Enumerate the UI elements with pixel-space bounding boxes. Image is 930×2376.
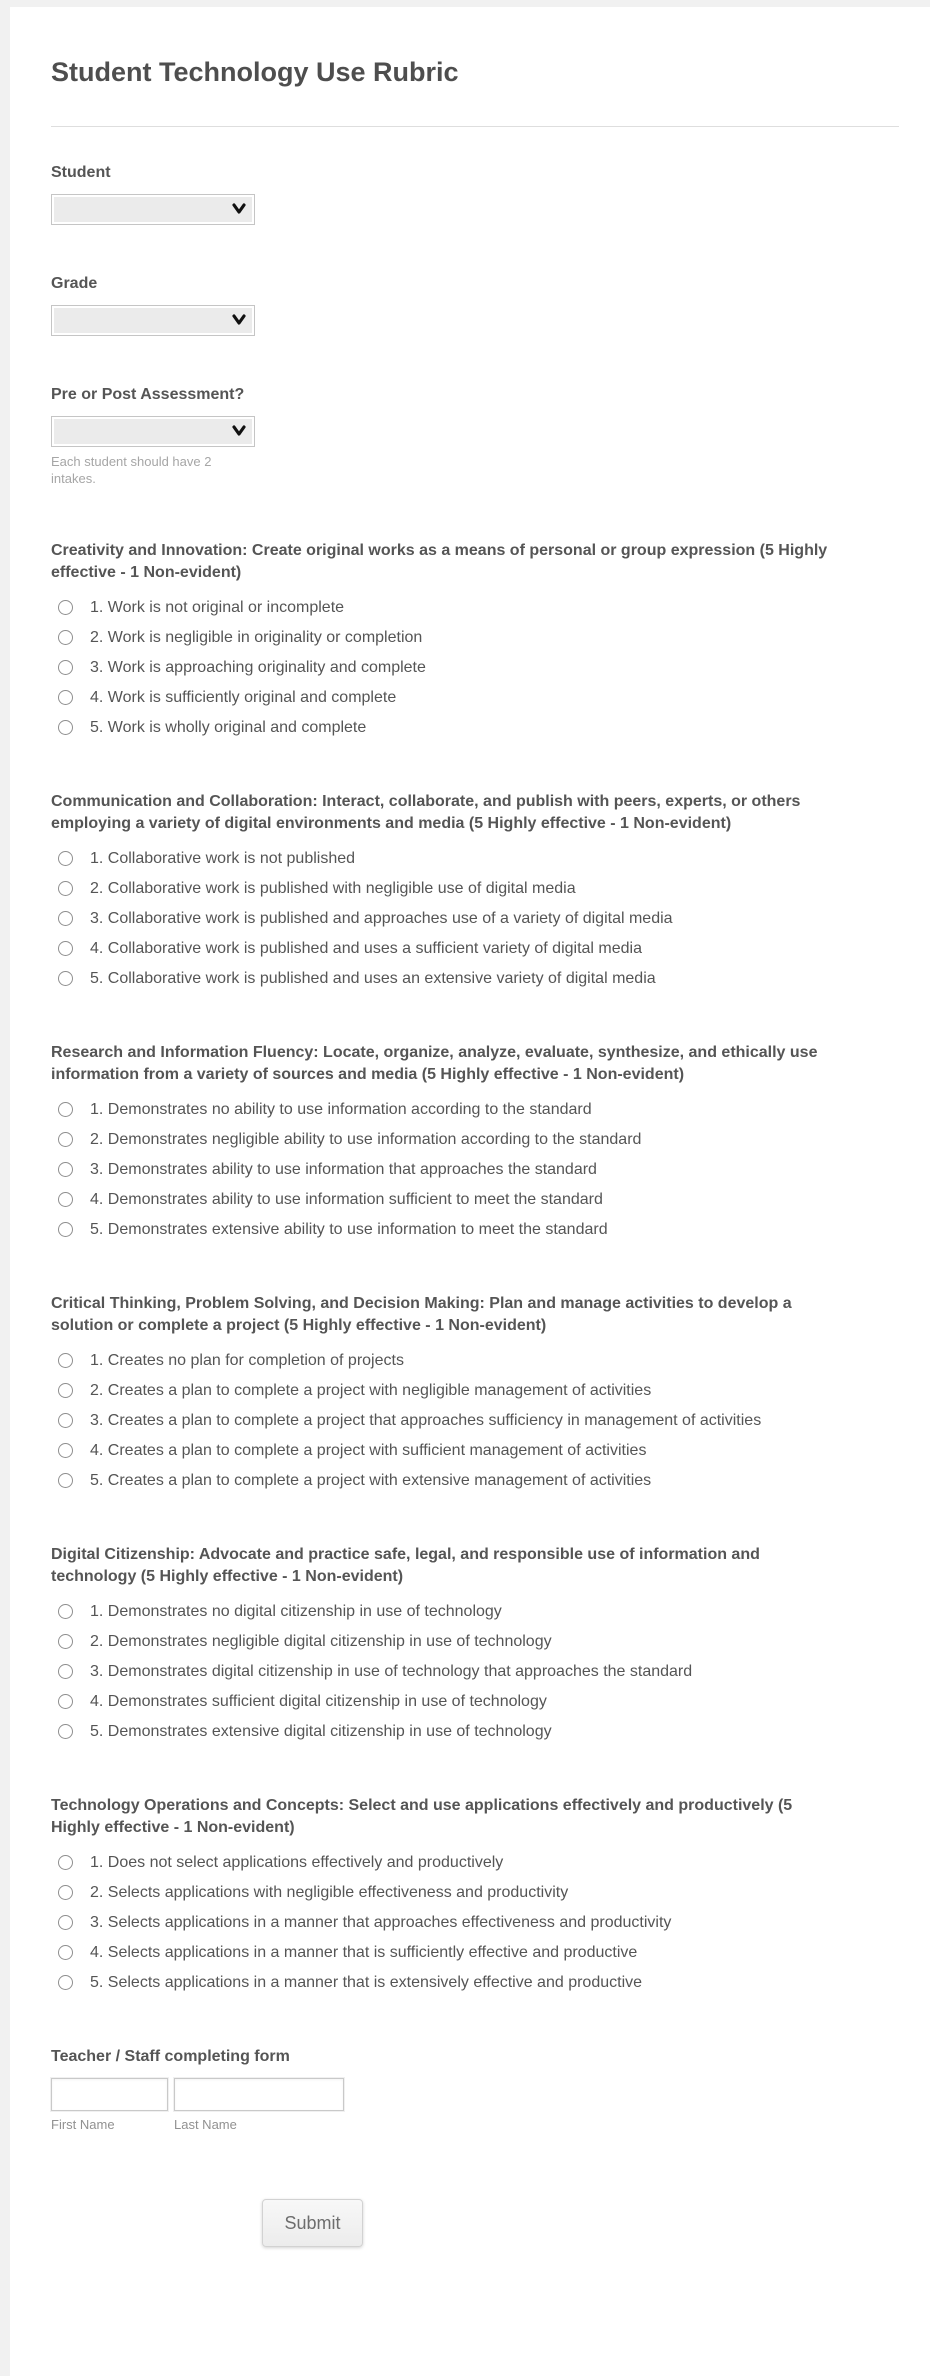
option-label[interactable]: 2. Collaborative work is published with negligible use of digital media: [90, 880, 576, 897]
form-panel: [10, 7, 930, 2376]
section-heading: Technology Operations and Concepts: Select and use applications effectively and productively (5 Highly effective - 1 Non-evident): [51, 1797, 793, 1836]
section-heading: Critical Thinking, Problem Solving, and Decision Making: Plan and manage activities to develop a solution or complete a project (5 Highly effective - 1 Non-evident): [51, 1295, 792, 1334]
rubric-section: [51, 1042, 900, 1240]
radio-button[interactable]: [58, 1353, 73, 1368]
option-label[interactable]: 1. Creates no plan for completion of projects: [90, 1352, 404, 1369]
radio-button[interactable]: [58, 1724, 73, 1739]
radio-button[interactable]: [58, 1162, 73, 1177]
field-assessment: [51, 385, 900, 487]
submit-row: [51, 2199, 900, 2247]
radio-option[interactable]: [51, 1692, 900, 1712]
options-group: [51, 1100, 900, 1240]
radio-option[interactable]: [51, 628, 900, 648]
radio-option[interactable]: [51, 1943, 900, 1963]
radio-option[interactable]: [51, 1662, 900, 1682]
section-heading: Digital Citizenship: Advocate and practice safe, legal, and responsible use of information and technology (5 Highly effective - 1 Non-evident): [51, 1546, 760, 1585]
radio-button[interactable]: [58, 720, 73, 735]
option-label[interactable]: 4. Work is sufficiently original and complete: [90, 689, 397, 706]
last-name-input[interactable]: [174, 2078, 344, 2111]
field-grade: [51, 274, 900, 336]
grade-label: Grade: [51, 275, 98, 292]
radio-option[interactable]: [51, 718, 900, 738]
option-label[interactable]: 2. Demonstrates negligible ability to use information according to the standard: [90, 1131, 642, 1148]
rubric-section: [51, 540, 900, 738]
rubric-section: [51, 791, 900, 989]
radio-option[interactable]: [51, 849, 900, 869]
divider: [51, 126, 899, 127]
option-label[interactable]: 2. Demonstrates negligible digital citizenship in use of technology: [90, 1633, 552, 1650]
radio-option[interactable]: [51, 909, 900, 929]
radio-button[interactable]: [58, 1222, 73, 1237]
radio-button[interactable]: [58, 660, 73, 675]
radio-option[interactable]: [51, 1381, 900, 1401]
section-heading: Research and Information Fluency: Locate, organize, analyze, evaluate, synthesize, and ethically use information from a variety of sources and media (5 Highly effective - 1 Non-evident): [51, 1044, 818, 1083]
option-label[interactable]: 4. Demonstrates ability to use information sufficient to meet the standard: [90, 1191, 603, 1208]
option-label[interactable]: 5. Demonstrates extensive ability to use information to meet the standard: [90, 1221, 608, 1238]
option-label[interactable]: 5. Demonstrates extensive digital citizenship in use of technology: [90, 1723, 552, 1740]
radio-option[interactable]: [51, 658, 900, 678]
option-label[interactable]: 4. Creates a plan to complete a project with sufficient management of activities: [90, 1442, 647, 1459]
radio-option[interactable]: [51, 598, 900, 618]
section-heading: Creativity and Innovation: Create original works as a means of personal or group expression (5 Highly effective - 1 Non-evident): [51, 542, 828, 581]
radio-option[interactable]: [51, 1411, 900, 1431]
option-label[interactable]: 5. Collaborative work is published and uses an extensive variety of digital media: [90, 970, 656, 987]
radio-button[interactable]: [58, 630, 73, 645]
radio-option[interactable]: [51, 1853, 900, 1873]
radio-button[interactable]: [58, 971, 73, 986]
radio-option[interactable]: [51, 1883, 900, 1903]
radio-option[interactable]: [51, 1973, 900, 1993]
option-label[interactable]: 2. Creates a plan to complete a project with negligible management of activities: [90, 1382, 652, 1399]
radio-option[interactable]: [51, 1351, 900, 1371]
radio-button[interactable]: [58, 1383, 73, 1398]
radio-button[interactable]: [58, 1604, 73, 1619]
radio-option[interactable]: [51, 1471, 900, 1491]
radio-option[interactable]: [51, 1190, 900, 1210]
radio-button[interactable]: [58, 1694, 73, 1709]
radio-button[interactable]: [58, 1102, 73, 1117]
options-group: [51, 1853, 900, 1993]
option-label[interactable]: 2. Work is negligible in originality or completion: [90, 629, 423, 646]
grade-select[interactable]: [51, 305, 255, 336]
radio-button[interactable]: [58, 1885, 73, 1900]
option-label[interactable]: 4. Collaborative work is published and uses a sufficient variety of digital media: [90, 940, 642, 957]
radio-button[interactable]: [58, 1975, 73, 1990]
radio-button[interactable]: [58, 1473, 73, 1488]
option-label[interactable]: 5. Work is wholly original and complete: [90, 719, 367, 736]
radio-button[interactable]: [58, 600, 73, 615]
radio-button[interactable]: [58, 1855, 73, 1870]
option-label[interactable]: 3. Demonstrates ability to use information that approaches the standard: [90, 1161, 597, 1178]
radio-option[interactable]: [51, 1602, 900, 1622]
radio-option[interactable]: [51, 1441, 900, 1461]
radio-option[interactable]: [51, 688, 900, 708]
option-label[interactable]: 3. Selects applications in a manner that approaches effectiveness and productivity: [90, 1914, 672, 1931]
rubric-sections: [51, 540, 900, 1993]
radio-button[interactable]: [58, 1664, 73, 1679]
student-select[interactable]: [51, 194, 255, 225]
radio-button[interactable]: [58, 1413, 73, 1428]
radio-button[interactable]: [58, 941, 73, 956]
radio-option[interactable]: [51, 879, 900, 899]
option-label[interactable]: 4. Demonstrates sufficient digital citizenship in use of technology: [90, 1693, 547, 1710]
radio-button[interactable]: [58, 1945, 73, 1960]
submit-button[interactable]: Submit: [262, 2199, 363, 2247]
radio-button[interactable]: [58, 1634, 73, 1649]
option-label[interactable]: 1. Work is not original or incomplete: [90, 599, 345, 616]
options-group: [51, 598, 900, 738]
option-label[interactable]: 1. Demonstrates no ability to use information according to the standard: [90, 1101, 592, 1118]
radio-button[interactable]: [58, 1132, 73, 1147]
assessment-hint: Each student should have 2 intakes.: [51, 454, 212, 486]
options-group: [51, 1351, 900, 1491]
rubric-section: [51, 1795, 900, 1993]
last-name-sublabel: Last Name: [174, 2117, 237, 2132]
option-label[interactable]: 3. Demonstrates digital citizenship in use of technology that approaches the standard: [90, 1663, 693, 1680]
radio-button[interactable]: [58, 1915, 73, 1930]
radio-option[interactable]: [51, 1160, 900, 1180]
option-label[interactable]: 2. Selects applications with negligible effectiveness and productivity: [90, 1884, 569, 1901]
rubric-section: [51, 1544, 900, 1742]
student-label: Student: [51, 164, 111, 181]
radio-option[interactable]: [51, 1913, 900, 1933]
options-group: [51, 849, 900, 989]
radio-option[interactable]: [51, 1130, 900, 1150]
teacher-heading: Teacher / Staff completing form: [51, 2048, 290, 2065]
option-label[interactable]: 1. Demonstrates no digital citizenship in use of technology: [90, 1603, 502, 1620]
first-name-input[interactable]: [51, 2078, 168, 2111]
radio-button[interactable]: [58, 851, 73, 866]
first-name-sublabel: First Name: [51, 2117, 115, 2132]
radio-button[interactable]: [58, 881, 73, 896]
options-group: [51, 1602, 900, 1742]
radio-option[interactable]: [51, 1220, 900, 1240]
field-student: [51, 163, 900, 225]
option-label[interactable]: 1. Does not select applications effectively and productively: [90, 1854, 504, 1871]
option-label[interactable]: 3. Work is approaching originality and complete: [90, 659, 426, 676]
radio-option[interactable]: [51, 969, 900, 989]
radio-option[interactable]: [51, 1100, 900, 1120]
radio-button[interactable]: [58, 690, 73, 705]
option-label[interactable]: 5. Creates a plan to complete a project with extensive management of activities: [90, 1472, 652, 1489]
radio-button[interactable]: [58, 1443, 73, 1458]
radio-option[interactable]: [51, 939, 900, 959]
option-label[interactable]: 1. Collaborative work is not published: [90, 850, 356, 867]
option-label[interactable]: 5. Selects applications in a manner that is extensively effective and productive: [90, 1974, 643, 1991]
page-title: Student Technology Use Rubric: [51, 57, 459, 87]
radio-option[interactable]: [51, 1632, 900, 1652]
option-label[interactable]: 4. Selects applications in a manner that is sufficiently effective and productive: [90, 1944, 638, 1961]
radio-option[interactable]: [51, 1722, 900, 1742]
rubric-section: [51, 1293, 900, 1491]
option-label[interactable]: 3. Collaborative work is published and approaches use of a variety of digital media: [90, 910, 673, 927]
radio-button[interactable]: [58, 911, 73, 926]
assessment-label: Pre or Post Assessment?: [51, 386, 245, 403]
assessment-select[interactable]: [51, 416, 255, 447]
section-heading: Communication and Collaboration: Interact, collaborate, and publish with peers, experts, or others employing a variety of digital environments and media (5 Highly effective - 1 Non-evident): [51, 793, 801, 832]
option-label[interactable]: 3. Creates a plan to complete a project that approaches sufficiency in management of activities: [90, 1412, 762, 1429]
radio-button[interactable]: [58, 1192, 73, 1207]
field-teacher-name: [51, 2047, 900, 2133]
